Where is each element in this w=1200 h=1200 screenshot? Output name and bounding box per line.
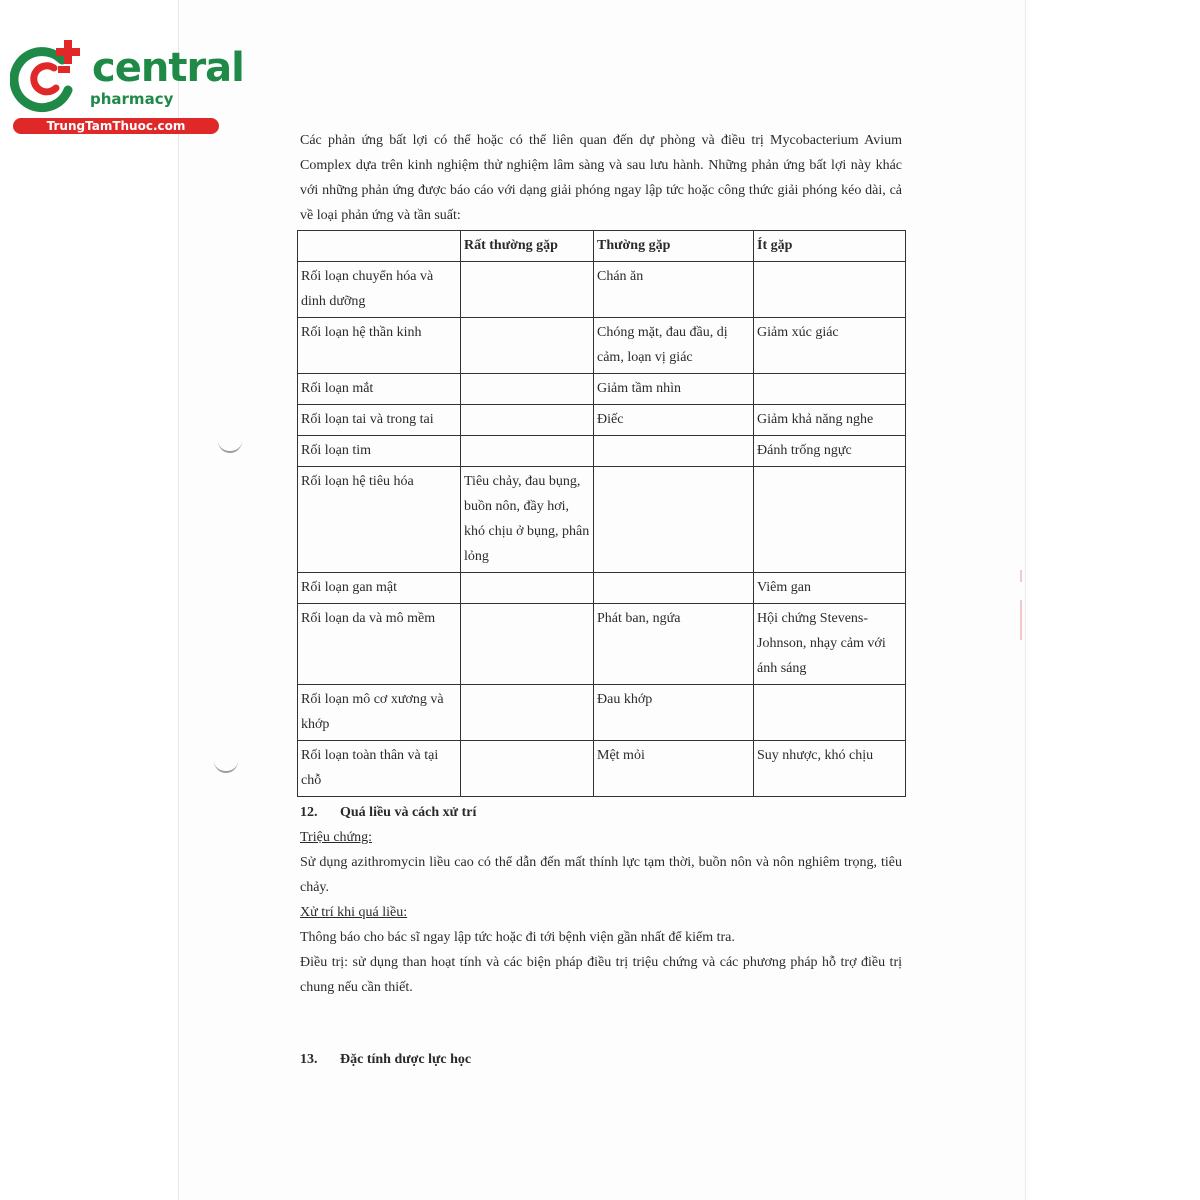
common-cell: [594, 573, 754, 604]
symptoms-text: Sử dụng azithromycin liều cao có thể dẫn đến mất thính lực tạm thời, buồn nôn và nôn nghiêm trọng, tiêu chảy.: [300, 855, 902, 895]
common-cell: Giảm tầm nhìn: [594, 374, 754, 405]
table-row: [298, 604, 906, 685]
organ-cell: Rối loạn gan mật: [298, 573, 461, 604]
very-common-cell: [461, 741, 594, 797]
table-row: [298, 467, 906, 573]
table-header-row: [298, 231, 906, 262]
very-common-cell: [461, 436, 594, 467]
table-row: [298, 573, 906, 604]
logo-subtitle: pharmacy: [90, 90, 174, 108]
treatment-text: Điều trị: sử dụng than hoạt tính và các biện pháp điều trị triệu chứng và các phương pháp hỗ trợ điều trị chung nếu cần thiết.: [300, 955, 902, 995]
uncommon-cell: [754, 467, 906, 573]
common-cell: [594, 467, 754, 573]
header-cell-uncommon: Ít gặp: [754, 231, 906, 262]
common-cell: [594, 436, 754, 467]
common-cell: Phát ban, ngứa: [594, 604, 754, 685]
uncommon-cell: Hội chứng Stevens-Johnson, nhạy cảm với ánh sáng: [754, 604, 906, 685]
table-row: [298, 262, 906, 318]
section-12-title: Quá liều và cách xử trí: [340, 805, 477, 820]
organ-cell: Rối loạn mắt: [298, 374, 461, 405]
symptoms-label: Triệu chứng:: [300, 830, 373, 845]
section-12-heading: [300, 800, 476, 825]
header-cell-very-common: Rất thường gặp: [461, 231, 594, 262]
organ-cell: Rối loạn hệ tiêu hóa: [298, 467, 461, 573]
table-row: [298, 318, 906, 374]
logo-website-badge: TrungTamThuoc.com: [13, 118, 219, 134]
table-row: [298, 436, 906, 467]
very-common-cell: [461, 405, 594, 436]
section-13-heading: [300, 1047, 471, 1072]
very-common-cell: [461, 318, 594, 374]
very-common-cell: Tiêu chảy, đau bụng, buồn nôn, đầy hơi, khó chịu ở bụng, phân lỏng: [461, 467, 594, 573]
central-pharmacy-logo: [10, 38, 244, 138]
table-row: [298, 374, 906, 405]
uncommon-cell: Đánh trống ngực: [754, 436, 906, 467]
very-common-cell: [461, 262, 594, 318]
management-text: Thông báo cho bác sĩ ngay lập tức hoặc đi tới bệnh viện gần nhất để kiểm tra.: [300, 930, 735, 945]
header-cell-organ: [298, 231, 461, 262]
common-cell: Chóng mặt, đau đầu, dị cảm, loạn vị giác: [594, 318, 754, 374]
organ-cell: Rối loạn tim: [298, 436, 461, 467]
uncommon-cell: Giảm xúc giác: [754, 318, 906, 374]
organ-cell: Rối loạn chuyển hóa và dinh dưỡng: [298, 262, 461, 318]
section-13-title: Đặc tính dược lực học: [340, 1052, 472, 1067]
scan-mark: [1020, 600, 1022, 640]
uncommon-cell: [754, 262, 906, 318]
common-cell: Chán ăn: [594, 262, 754, 318]
section-12-number: 12.: [300, 805, 318, 820]
common-cell: Mệt mỏi: [594, 741, 754, 797]
common-cell: Đau khớp: [594, 685, 754, 741]
uncommon-cell: Suy nhược, khó chịu: [754, 741, 906, 797]
section-13-number: 13.: [300, 1052, 318, 1067]
table-row: [298, 405, 906, 436]
adverse-reactions-table: [297, 230, 906, 797]
intro-paragraph: Các phản ứng bất lợi có thể hoặc có thể liên quan đến dự phòng và điều trị Mycobacterium Avium Complex dựa trên kinh nghiệm thử nghiệm lâm sàng và sau lưu hành. Những phản ứng bất lợi này khác với những phản ứng được báo cáo với dạng giải phóng ngay lập tức hoặc công thức giải phóng kéo dài, cả về loại phản ứng và tần suất:: [300, 133, 902, 223]
common-cell: Điếc: [594, 405, 754, 436]
table-row: [298, 685, 906, 741]
management-label: Xử trí khi quá liều:: [300, 905, 408, 920]
very-common-cell: [461, 685, 594, 741]
uncommon-cell: Viêm gan: [754, 573, 906, 604]
pharmacy-cross-logo-icon: [10, 38, 90, 118]
organ-cell: Rối loạn hệ thần kinh: [298, 318, 461, 374]
uncommon-cell: Giảm khả năng nghe: [754, 405, 906, 436]
very-common-cell: [461, 374, 594, 405]
scan-mark: [1020, 570, 1022, 582]
very-common-cell: [461, 573, 594, 604]
organ-cell: Rối loạn mô cơ xương và khớp: [298, 685, 461, 741]
table-row: [298, 741, 906, 797]
organ-cell: Rối loạn tai và trong tai: [298, 405, 461, 436]
very-common-cell: [461, 604, 594, 685]
organ-cell: Rối loạn da và mô mềm: [298, 604, 461, 685]
uncommon-cell: [754, 374, 906, 405]
header-cell-common: Thường gặp: [594, 231, 754, 262]
logo-name: central: [92, 45, 244, 91]
organ-cell: Rối loạn toàn thân và tại chỗ: [298, 741, 461, 797]
uncommon-cell: [754, 685, 906, 741]
